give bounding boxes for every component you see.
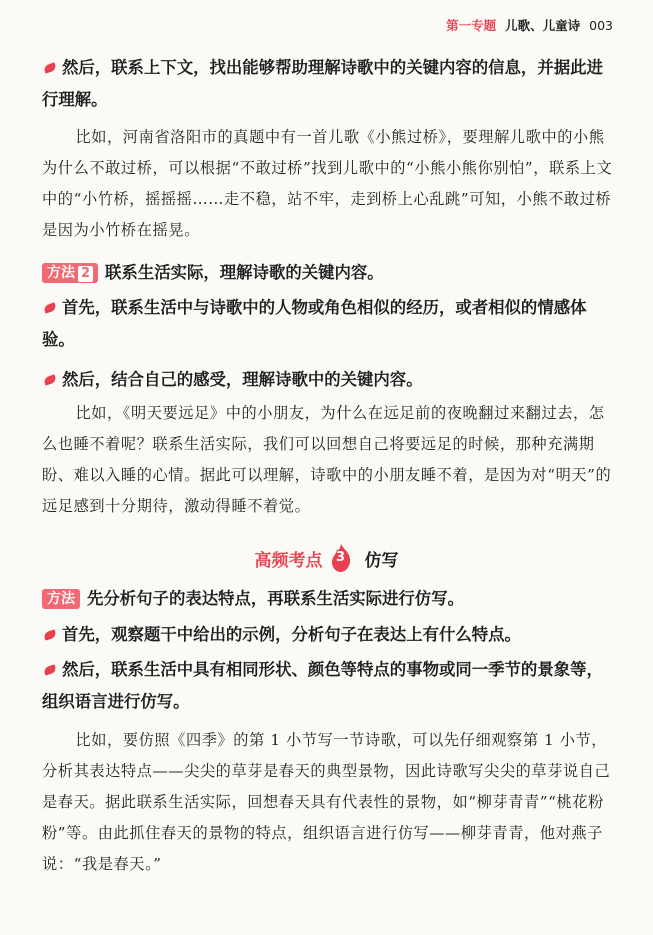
method-number: 2 <box>78 266 93 282</box>
example-paragraph: 比如，河南省洛阳市的真题中有一首儿歌《小熊过桥》，要理解儿歌中的小熊为什么不敢过桥，可以根据“不敢过桥”找到儿歌中的“小熊小熊你别怕”，联系上文中的“小竹桥，摇摇摇……走不稳，站不牢，走到桥上心乱跳”可知，小熊不敢过桥是因为小竹桥在摇晃。 <box>42 128 613 239</box>
flame-number-badge <box>329 547 353 571</box>
method-tag: 方法 2 <box>42 263 98 283</box>
bullet-icon <box>43 629 57 640</box>
method-title: 联系生活实际，理解诗歌的关键内容。 <box>105 263 384 282</box>
method-heading <box>42 258 616 288</box>
bullet-paragraph: 然后，联系上下文，找出能够帮助理解诗歌中的关键内容的信息，并据此进行理解。 <box>42 58 603 109</box>
topic-heading <box>0 546 653 571</box>
topic-number: 3 <box>335 549 346 565</box>
running-header <box>446 16 613 34</box>
topic-label: 高频考点 <box>254 551 323 571</box>
example-paragraph: 比如，要仿照《四季》的第 1 小节写一节诗歌，可以先仔细观察第 1 小节，分析其表达特点——尖尖的草芽是春天的典型景物，因此诗歌写尖尖的草芽说自己是春天。据此联系生活实际，回想春天具有代表性的景物，如“柳芽青青”“桃花粉粉”等。由此抓住春天的景物的特点，组织语言进行仿写——柳芽青青，他对燕子说：“我是春天。” <box>42 731 611 873</box>
header-section: 第一专题 <box>446 18 497 33</box>
bullet-paragraph: 然后，结合自己的感受，理解诗歌中的关键内容。 <box>42 364 616 396</box>
bullet-paragraph: 首先，观察题干中给出的示例，分析句子在表达上有什么特点。 <box>42 619 616 651</box>
method-heading <box>42 584 616 614</box>
bullet-icon <box>43 664 57 675</box>
header-chapter: 儿歌、儿童诗 <box>505 18 581 33</box>
bullet-paragraph: 首先，联系生活中与诗歌中的人物或角色相似的经历，或者相似的情感体验。 <box>42 298 587 349</box>
page-number: 003 <box>589 18 613 33</box>
example-paragraph: 比如，《明天要远足》中的小朋友，为什么在远足前的夜晚翻过来翻过去，怎么也睡不着呢？联系生活实际，我们可以回想自己将要远足的时候，那种充满期盼、难以入睡的心情。据此可以理解，诗歌中的小朋友睡不着，是因为对“明天”的远足感到十分期待，激动得睡不着觉。 <box>42 404 612 515</box>
bullet-icon <box>43 374 57 385</box>
topic-title: 仿写 <box>364 551 399 571</box>
method-title: 先分析句子的表达特点，再联系生活实际进行仿写。 <box>87 589 464 608</box>
bullet-icon <box>43 62 57 73</box>
method-tag: 方法 <box>42 589 80 609</box>
bullet-paragraph: 然后，联系生活中具有相同形状、颜色等特点的事物或同一季节的景象等，组织语言进行仿写。 <box>42 660 603 711</box>
bullet-icon <box>43 302 57 313</box>
